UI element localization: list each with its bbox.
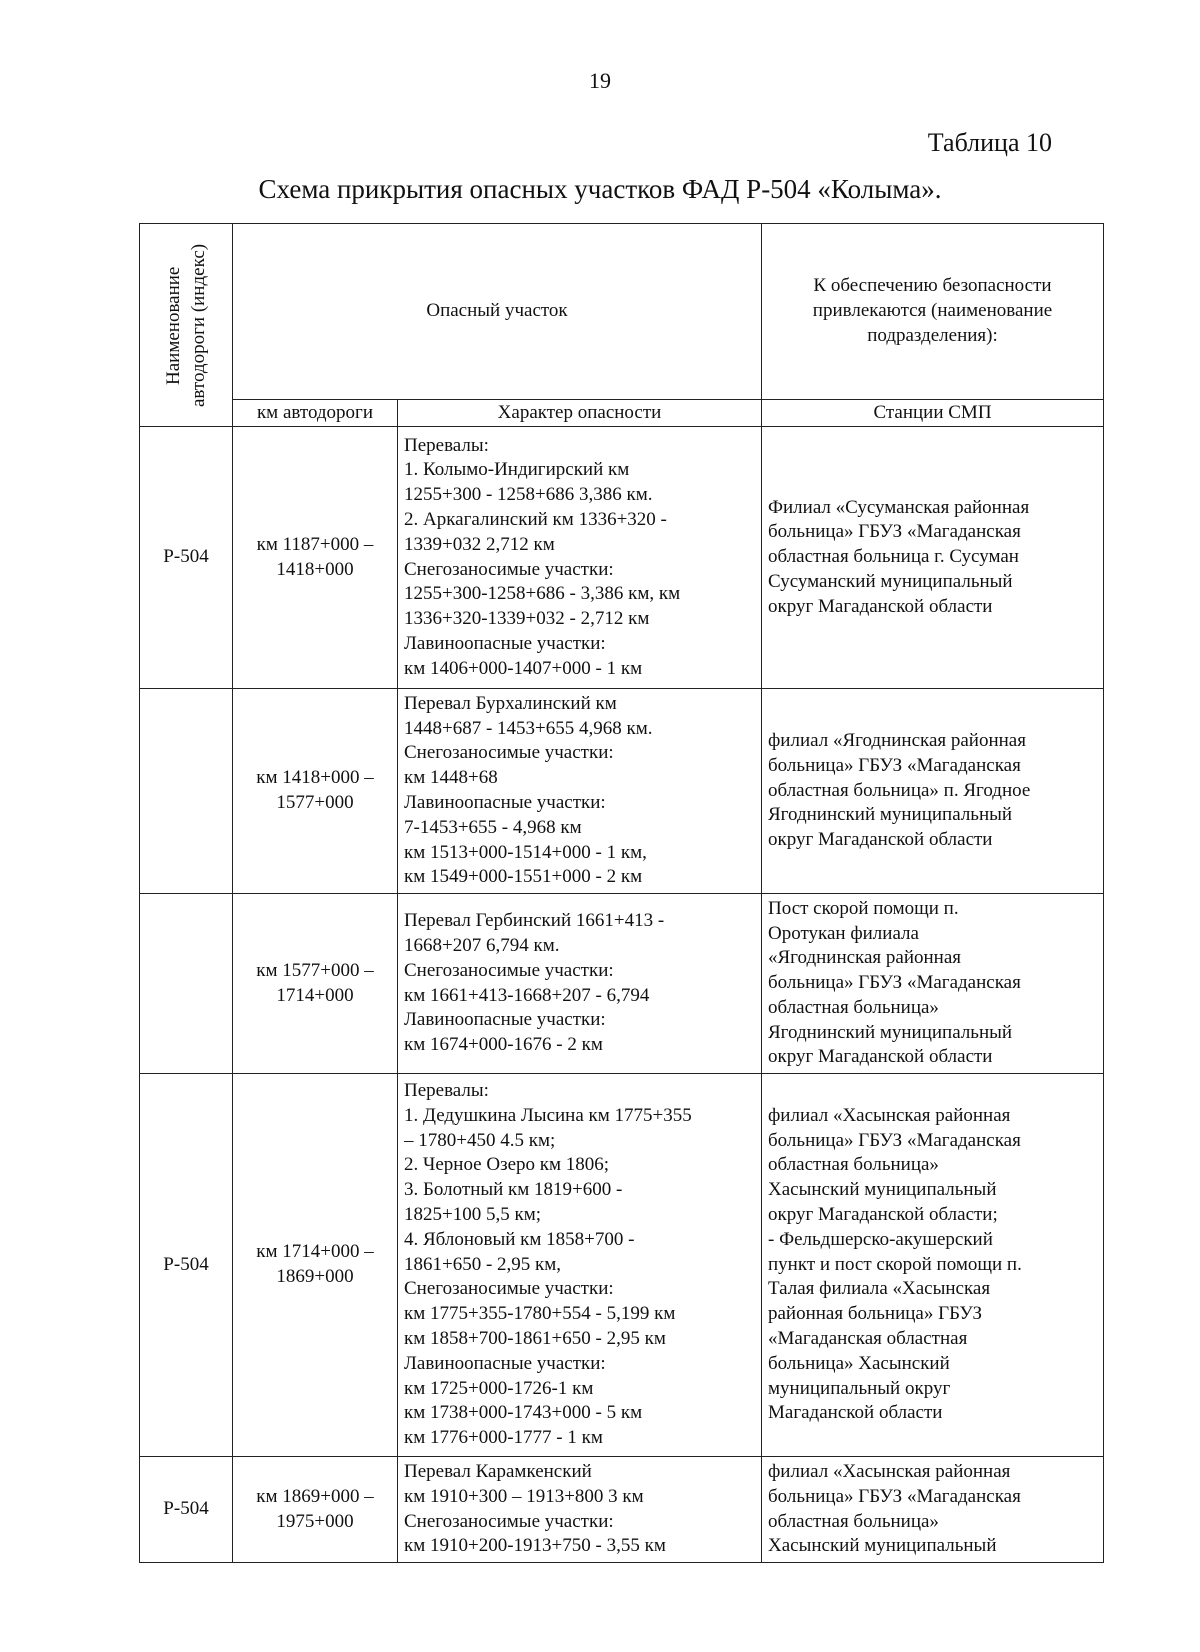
danger-character-cell xyxy=(398,1457,762,1563)
station-line: филиал «Хасынская районная xyxy=(768,1104,1011,1126)
station-line: Ягоднинский муниципальный xyxy=(768,1021,1013,1043)
danger-character-cell xyxy=(398,689,762,894)
subheader-km: км автодороги xyxy=(233,400,398,427)
station-line: больница» ГБУЗ «Магаданская xyxy=(768,1129,1021,1151)
header-danger-section: Опасный участок xyxy=(233,224,762,400)
danger-line: 1. Колымо-Индигирский км xyxy=(404,459,630,481)
danger-line: 1861+650 - 2,95 км, xyxy=(404,1253,562,1275)
station-line: округ Магаданской области; xyxy=(768,1204,998,1225)
danger-line: км 1549+000-1551+000 - 2 км xyxy=(404,866,643,888)
table-row xyxy=(140,1074,1104,1457)
danger-line: км 1661+413-1668+207 - 6,794 xyxy=(404,984,650,1006)
station-line: Филиал «Сусуманская районная xyxy=(768,496,1030,518)
danger-line: км 1725+000-1726-1 км xyxy=(404,1377,594,1399)
station-line: филиал «Хасынская районная xyxy=(768,1460,1011,1482)
km-cell: км 1187+000 – 1418+000 xyxy=(233,427,398,689)
danger-line: Перевал Гербинский 1661+413 - xyxy=(404,910,665,932)
station-line: Хасынский муниципальный xyxy=(768,1179,997,1201)
danger-line: Лавиноопасные участки: xyxy=(404,1009,606,1031)
road-index-cell: Р-504 xyxy=(140,1074,233,1457)
station-line: пункт и пост скорой помощи п. xyxy=(768,1253,1022,1275)
stations-cell xyxy=(762,1074,1104,1457)
station-line: областная больница» п. Ягодное xyxy=(768,779,1031,801)
station-line: «Магаданская областная xyxy=(768,1327,968,1349)
table-label: Таблица 10 xyxy=(927,128,1052,157)
station-line: Талая филиала «Хасынская xyxy=(768,1278,991,1300)
page-number: 19 xyxy=(589,68,611,93)
danger-line: км 1910+300 – 1913+800 3 км xyxy=(404,1485,644,1507)
station-line: больница» ГБУЗ «Магаданская xyxy=(768,754,1021,776)
road-index-cell: Р-504 xyxy=(140,427,233,689)
station-line: больница» ГБУЗ «Магаданская xyxy=(768,972,1021,994)
station-line: - Фельдшерско-акушерский xyxy=(768,1228,993,1250)
table-row xyxy=(140,894,1104,1074)
danger-line: 1668+207 6,794 км. xyxy=(404,934,560,956)
table-row xyxy=(140,689,1104,894)
station-line: Магаданской области xyxy=(768,1402,943,1424)
danger-line: Перевал Бурхалинский км xyxy=(404,692,617,714)
road-index-cell xyxy=(140,689,233,894)
km-cell: км 1577+000 – 1714+000 xyxy=(233,894,398,1074)
stations-cell xyxy=(762,689,1104,894)
station-line: Сусуманский муниципальный xyxy=(768,570,1013,592)
danger-line: – 1780+450 4.5 км; xyxy=(404,1129,556,1151)
danger-line: км 1776+000-1777 - 1 км xyxy=(404,1427,603,1449)
station-line: округ Магаданской области xyxy=(768,829,993,851)
danger-line: Лавиноопасные участки: xyxy=(404,792,606,813)
station-line: больница» Хасынский xyxy=(768,1352,950,1374)
document-title: Схема прикрытия опасных участков ФАД Р-504 «Колыма». xyxy=(258,174,942,204)
table-header-row xyxy=(140,224,1104,400)
danger-line: 1339+032 2,712 км xyxy=(404,533,555,555)
header-security: К обеспечению безопасности привлекаются (наименование подразделения): xyxy=(762,224,1104,400)
station-line: Оротукан филиала xyxy=(768,922,919,944)
station-line: филиал «Ягоднинская районная xyxy=(768,730,1026,751)
stations-cell xyxy=(762,1457,1104,1563)
danger-character-cell xyxy=(398,894,762,1074)
danger-line: км 1775+355-1780+554 - 5,199 км xyxy=(404,1303,676,1325)
danger-line: 7-1453+655 - 4,968 км xyxy=(404,816,582,838)
hazard-table xyxy=(139,223,1104,1563)
km-cell: км 1418+000 – 1577+000 xyxy=(233,689,398,894)
station-line: Пост скорой помощи п. xyxy=(768,897,959,919)
danger-line: км 1910+200-1913+750 - 3,55 км xyxy=(404,1535,666,1557)
road-index-cell: Р-504 xyxy=(140,1457,233,1563)
station-line: больница» ГБУЗ «Магаданская xyxy=(768,1485,1021,1507)
stations-cell xyxy=(762,427,1104,689)
danger-line: км 1738+000-1743+000 - 5 км xyxy=(404,1402,643,1424)
header-road-index-label: Наименование автодороги (индекс) xyxy=(163,243,209,407)
danger-line: Снегозаносимые участки: xyxy=(404,742,614,764)
station-line: областная больница» xyxy=(768,1510,939,1532)
km-cell: км 1869+000 – 1975+000 xyxy=(233,1457,398,1563)
danger-line: 1255+300 - 1258+686 3,386 км. xyxy=(404,484,653,506)
danger-line: 1336+320-1339+032 - 2,712 км xyxy=(404,608,650,630)
table-row xyxy=(140,427,1104,689)
danger-line: 1448+687 - 1453+655 4,968 км. xyxy=(404,717,653,739)
station-line: областная больница» xyxy=(768,996,939,1018)
danger-line: км 1513+000-1514+000 - 1 км, xyxy=(404,841,647,863)
danger-line: 1. Дедушкина Лысина км 1775+355 xyxy=(404,1104,692,1126)
danger-line: Перевалы: xyxy=(404,434,489,456)
station-line: Ягоднинский муниципальный xyxy=(768,804,1013,826)
danger-line: 1255+300-1258+686 - 3,386 км, км xyxy=(404,583,681,605)
station-line: районная больница» ГБУЗ xyxy=(768,1303,983,1325)
danger-line: 3. Болотный км 1819+600 - xyxy=(404,1179,623,1201)
danger-line: Снегозаносимые участки: xyxy=(404,558,614,580)
danger-line: Перевалы: xyxy=(404,1080,489,1102)
danger-line: 1825+100 5,5 км; xyxy=(404,1204,541,1225)
danger-line: Перевал Карамкенский xyxy=(404,1460,592,1482)
danger-line: Лавиноопасные участки: xyxy=(404,1352,606,1374)
station-line: округ Магаданской области xyxy=(768,1046,993,1068)
danger-line: км 1674+000-1676 - 2 км xyxy=(404,1034,603,1056)
table-subheader-row xyxy=(140,400,1104,427)
km-cell: км 1714+000 – 1869+000 xyxy=(233,1074,398,1457)
danger-line: км 1406+000-1407+000 - 1 км xyxy=(404,657,643,679)
danger-line: км 1448+68 xyxy=(404,767,498,789)
danger-character-cell xyxy=(398,1074,762,1457)
station-line: округ Магаданской области xyxy=(768,595,993,617)
subheader-stations: Станции СМП xyxy=(762,400,1104,427)
danger-line: км 1858+700-1861+650 - 2,95 км xyxy=(404,1327,666,1349)
station-line: областная больница г. Сусуман xyxy=(768,546,1019,568)
danger-line: Снегозаносимые участки: xyxy=(404,959,614,981)
header-road-index xyxy=(140,224,233,427)
station-line: больница» ГБУЗ «Магаданская xyxy=(768,521,1021,543)
danger-line: 2. Черное Озеро км 1806; xyxy=(404,1154,610,1176)
station-line: Хасынский муниципальный xyxy=(768,1535,997,1557)
danger-line: 4. Яблоновый км 1858+700 - xyxy=(404,1228,635,1250)
station-line: «Ягоднинская районная xyxy=(768,947,962,969)
stations-cell xyxy=(762,894,1104,1074)
subheader-character: Характер опасности xyxy=(398,400,762,427)
danger-line: Лавиноопасные участки: xyxy=(404,632,606,654)
road-index-cell xyxy=(140,894,233,1074)
danger-line: Снегозаносимые участки: xyxy=(404,1278,614,1300)
danger-line: 2. Аркагалинский км 1336+320 - xyxy=(404,508,667,530)
table-row xyxy=(140,1457,1104,1563)
danger-character-cell xyxy=(398,427,762,689)
station-line: муниципальный округ xyxy=(768,1377,951,1399)
danger-line: Снегозаносимые участки: xyxy=(404,1510,614,1532)
station-line: областная больница» xyxy=(768,1154,939,1176)
